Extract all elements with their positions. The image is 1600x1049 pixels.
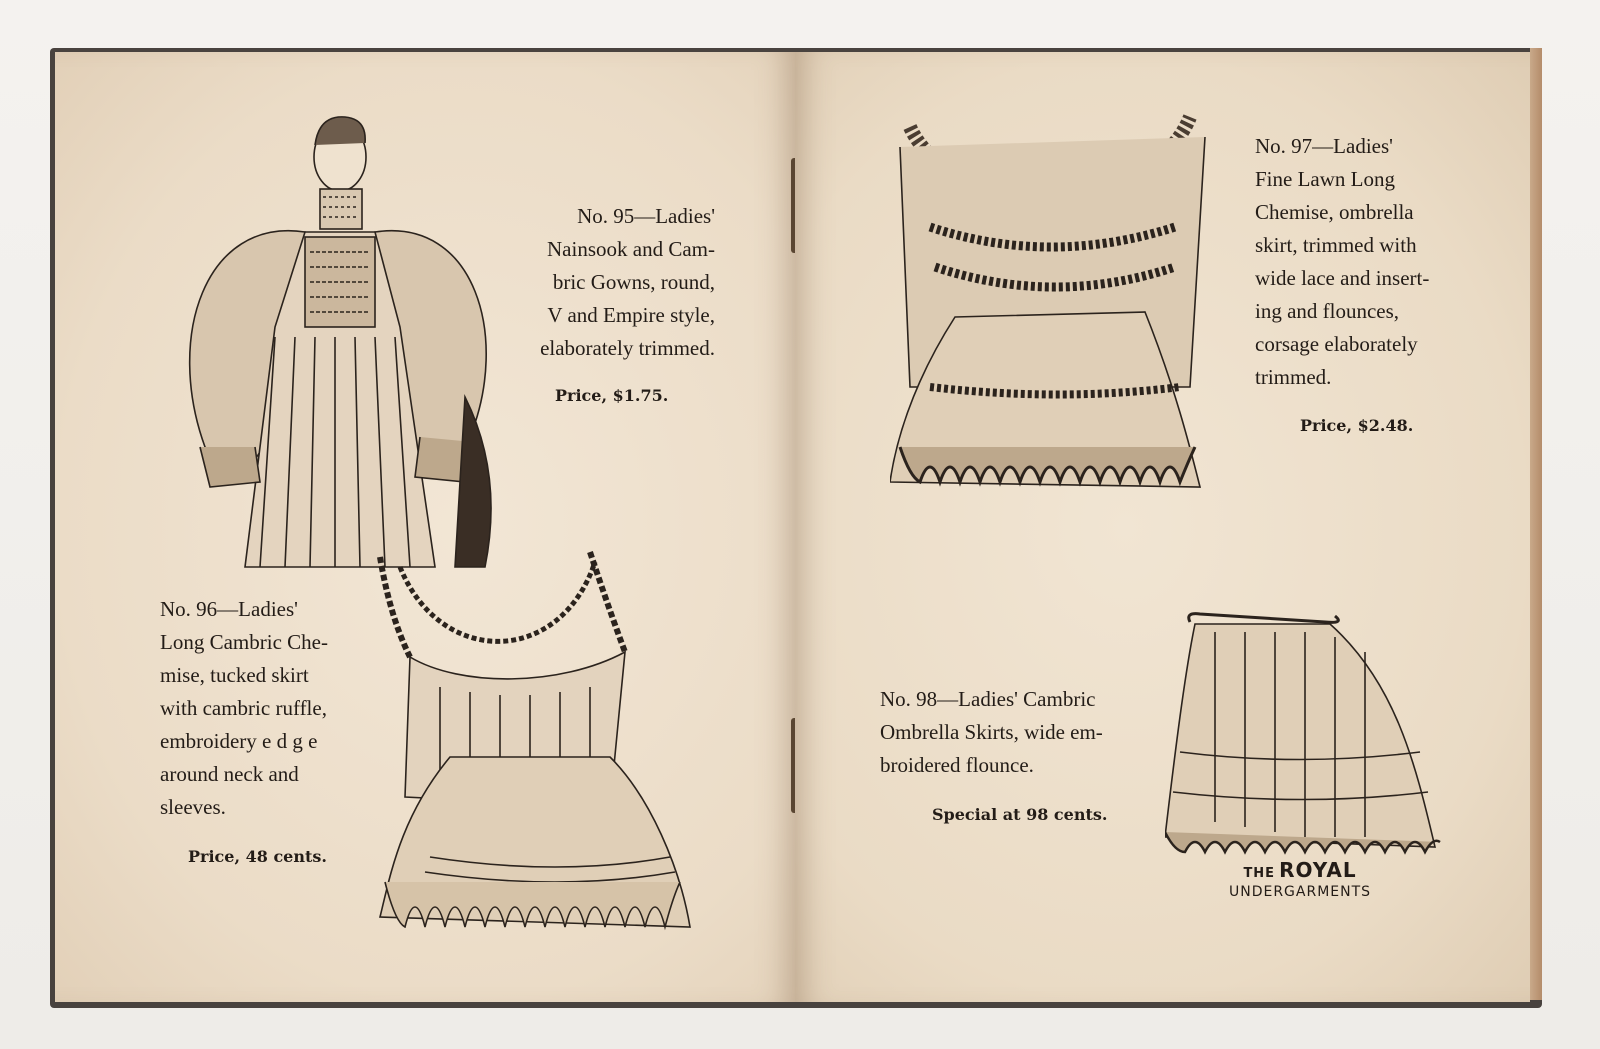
item-98-price: Special at 98 cents. — [932, 805, 1108, 824]
brand-the: THE — [1243, 866, 1276, 881]
left-page — [55, 52, 795, 1002]
item-98-description: No. 98—Ladies' Cambric Ombrella Skirts, wide em- broidered flounce. — [880, 687, 1103, 777]
item-96-price: Price, 48 cents. — [188, 847, 327, 866]
item-95-price: Price, $1.75. — [555, 386, 669, 405]
item-97-price: Price, $2.48. — [1300, 416, 1414, 435]
right-page — [795, 52, 1530, 1002]
skirt-illustration — [1165, 612, 1445, 862]
gown-illustration — [165, 97, 505, 587]
brand-name: ROYAL — [1279, 858, 1357, 882]
chemise-illustration — [360, 537, 715, 957]
item-97-description: No. 97—Ladies' Fine Lawn Long Chemise, ombrella skirt, trimmed with wide lace and insert- ing and flounces, corsage elaborately trimmed. — [1255, 134, 1430, 389]
brand-subtitle: UNDERGARMENTS — [1228, 884, 1372, 900]
page-edge — [1530, 48, 1542, 1000]
brand-block — [1215, 858, 1385, 900]
item-95-description: No. 95—Ladies' Nainsook and Cam- bric Gowns, round, V and Empire style, elaborately trimmed. — [540, 204, 715, 360]
lace-chemise-illustration — [890, 87, 1220, 507]
item-96-description: No. 96—Ladies' Long Cambric Che- mise, tucked skirt with cambric ruffle, embroidery e d g e around neck and sleeves. — [160, 597, 328, 819]
